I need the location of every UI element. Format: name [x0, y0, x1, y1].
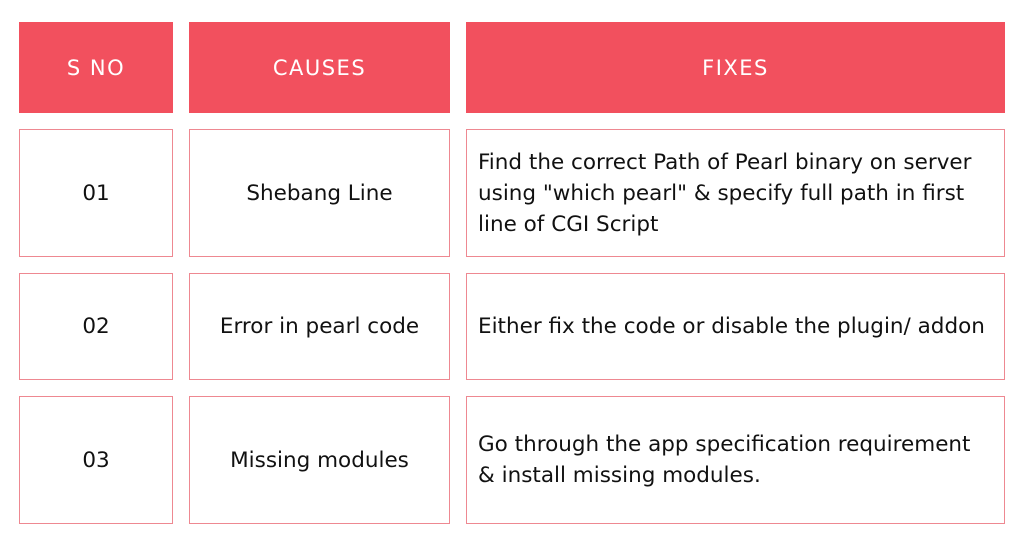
- row-3-sno: 03: [19, 396, 173, 524]
- row-3-cause: Missing modules: [189, 396, 450, 524]
- row-2-sno: 02: [19, 273, 173, 380]
- header-fixes: FIXES: [466, 22, 1005, 113]
- row-3-fix: Go through the app specification requirement & install missing modules.: [466, 396, 1005, 524]
- row-2-fix: Either fix the code or disable the plugin/ addon: [466, 273, 1005, 380]
- header-causes: CAUSES: [189, 22, 450, 113]
- row-2-cause: Error in pearl code: [189, 273, 450, 380]
- row-1-cause: Shebang Line: [189, 129, 450, 257]
- row-1-fix: Find the correct Path of Pearl binary on server using "which pearl" & specify full path in first line of CGI Script: [466, 129, 1005, 257]
- header-sno: S NO: [19, 22, 173, 113]
- row-1-sno: 01: [19, 129, 173, 257]
